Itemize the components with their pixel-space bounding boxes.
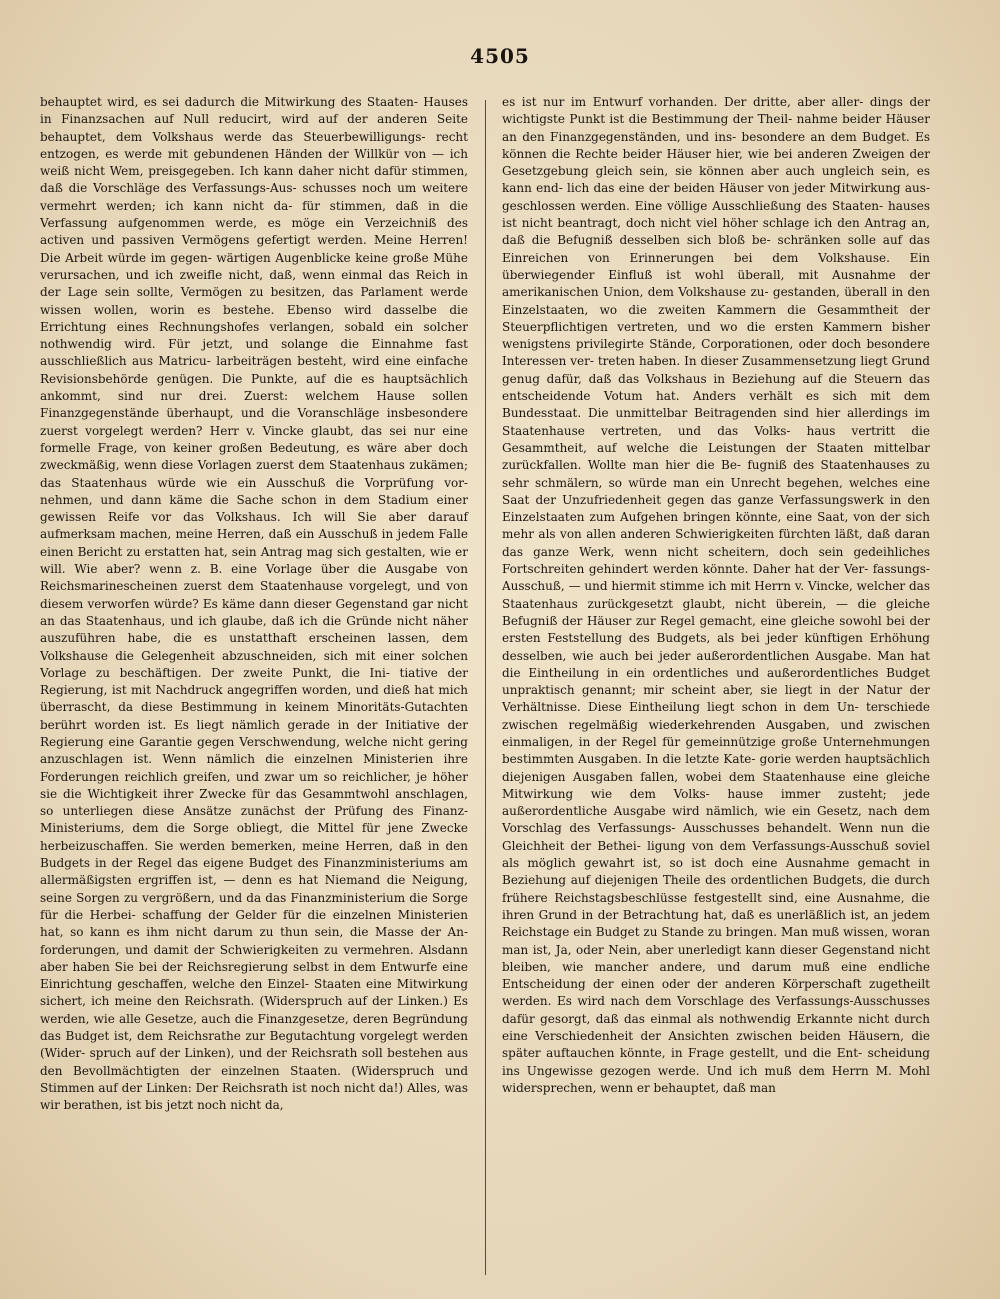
left-column-text: behauptet wird, es sei dadurch die Mitwirkung des Staaten- Hauses in Finanzsachen auf Null reducirt, wird auf der anderen Seite behauptet, dem Volkshaus werde das Steuerbewilligungs- recht entzogen, es werde mit gebundenen Händen der Willkür von — ich weiß nicht Wem, preisgegeben. Ich kann daher nicht dafür stimmen, daß die Vorschläge des Verfassungs-Aus- schusses noch um weitere vermehrt werden; ich kann nicht da- für stimmen, daß in die Verfassung aufgenommen werde, es möge ein Verzeichniß des activen und passiven Vermögens gefertigt werden. Meine Herren! Die Arbeit würde im gegen- wärtigen Augenblicke keine große Mühe verursachen, und ich zweifle nicht, daß, wenn einmal das Reich in der Lage sein sollte, Vermögen zu besitzen, das Parlament werde wissen wollen, worin es bestehe. Ebenso wird dasselbe die Errichtung eines Rechnungshofes verlangen, sobald ein solcher nothwendig wird. Für jetzt, und solange die Einnahme fast ausschließlich aus Matricu- larbeiträgen besteht, wird eine einfache Revisionsbehörde genügen. Die Punkte, auf die es hauptsächlich ankommt, sind nur drei. Zuerst: welchem Hause sollen Finanzgegenstände überhaupt, und die Voranschläge insbesondere zuerst vorgelegt werden? Herr v. Vincke glaubt, das sei nur eine formelle Frage, von keiner großen Bedeutung, es wäre aber doch zweckmäßig, wenn diese Vorlagen zuerst dem Staatenhaus zukämen; das Staatenhaus würde wie ein Ausschuß die Vorprüfung vor- nehmen, und dann käme die Sache schon in dem Stadium einer gewissen Reife vor das Volkshaus. Ich will Sie aber darauf aufmerksam machen, meine Herren, daß ein Ausschuß in jedem Falle einen Bericht zu erstatten hat, sein Antrag mag sich gestalten, wie er will. Wie aber? wenn z. B. eine Vorlage über die Ausgabe von Reichsmarinescheinen zuerst dem Staatenhause vorgelegt, und von diesem verworfen würde? Es käme dann dieser Gegenstand gar nicht an das Staatenhaus, und ich glaube, daß ich die Gründe nicht näher auszuführen habe, die es unstatthaft erscheinen lassen, dem Volkshause die Gelegenheit abzuschneiden, sich mit einer solchen Vorlage zu beschäftigen. Der zweite Punkt, die Ini- tiative der Regierung, ist mit Nachdruck angegriffen worden, und dieß hat mich überrascht, da diese Bestimmung in keinem Minoritäts-Gutachten berührt worden ist. Es liegt nämlich gerade in der Initiative der Regierung eine Garantie gegen Verschwendung, welche nicht gering anzuschlagen ist. Wenn nämlich die einzelnen Ministerien ihre Forderungen reichlich greifen, und zwar um so reichlicher, je höher sie die Wichtigkeit ihrer Zwecke für das Gesammtwohl anschlagen, so unterliegen diese Ansätze zunächst der Prüfung des Finanz- Ministeriums, dem die Sorge obliegt, die Mittel für jene Zwecke herbeizuschaffen. Sie werden bemerken, meine Herren, daß in den Budgets in der Regel das eigene Budget des Finanzministeriums am allermäßigsten ergriffen ist, — denn es hat Niemand die Neigung, seine Sorgen zu vergrößern, und da das Finanzministerium die Sorge für die Herbei- schaffung der Gelder für die einzelnen Ministerien hat, so kann es ihm nicht darum zu thun sein, die Masse der An- forderungen, und damit der Schwierigkeiten zu vermehren. Alsdann aber haben Sie bei der Reichsregierung selbst in dem Entwurfe eine Einrichtung geschaffen, welche den Einzel- Staaten eine Mitwirkung sichert, ich meine den Reichsrath. (Widerspruch auf der Linken.) Es werden, wie alle Gesetze, auch die Finanzgesetze, deren Begründung das Budget ist, dem Reichsrathe zur Begutachtung vorgelegt werden (Wider- spruch auf der Linken), und der Reichsrath soll bestehen aus den Bevollmächtigten der einzelnen Staaten. (Widerspruch und Stimmen auf der Linken: Der Reichsrath ist noch nicht da!) Alles, was wir berathen, ist bis jetzt noch nicht da, bbox=[40, 95, 468, 1113]
page-number: 4505 bbox=[470, 44, 530, 68]
column-divider bbox=[485, 100, 486, 1275]
right-column-text: es ist nur im Entwurf vorhanden. Der dritte, aber aller- dings der wichtigste Punkt ist die Bestimmung der Theil- nahme beider Häuser an den Finanzgegenständen, und ins- besondere an dem Budget. Es können die Rechte beider Häuser hier, wie bei anderen Zweigen der Gesetzgebung gleich sein, sie können aber auch ungleich sein, es kann end- lich das eine der beiden Häuser von jeder Mitwirkung aus- geschlossen werden. Eine völlige Ausschließung des Staaten- hauses ist nicht beantragt, doch nicht viel höher schlage ich den Antrag an, daß die Befugniß desselben sich bloß be- schränken solle auf das Einreichen von Erinnerungen bei dem Volkshause. Ein überwiegender Einfluß ist wohl überall, mit Ausnahme der amerikanischen Union, dem Volkshause zu- gestanden, überall in den Einzelstaaten, wo die zweiten Kammern die Gesammtheit der Steuerpflichtigen vertreten, und wo die ersten Kammern bisher wenigstens privilegirte Stände, Corporationen, oder doch besondere Interessen ver- treten haben. In dieser Zusammensetzung liegt Grund genug dafür, daß das Volkshaus in Beziehung auf die Steuern das entscheidende Votum hat. Anders verhält es sich mit dem Bundesstaat. Die unmittelbar Beitragenden sind hier allerdings im Staatenhause vertreten, und das Volks- haus vertritt die Gesammtheit, auf welche die Leistungen der Staaten mittelbar zurückfallen. Wollte man hier die Be- fugniß des Staatenhauses zu sehr schmälern, so würde man ein Unrecht begehen, welches eine Saat der Unzufriedenheit gegen das ganze Verfassungswerk in den Einzelstaaten zum Aufgehen bringen könnte, eine Saat, von der sich mehr als von allen anderen Schwierigkeiten fürchten läßt, daß daran das ganze Werk, wenn nicht scheitern, doch sein gedeihliches Fortschreiten gehindert werden könnte. Daher hat der Ver- fassungs-Ausschuß, — und hiermit stimme ich mit Herrn v. Vincke, welcher das Staatenhaus zurückgesetzt glaubt, nicht überein, — die gleiche Befugniß der Häuser zur Regel gemacht, eine gleiche sowohl bei der ersten Feststellung des Budgets, als bei jeder künftigen Erhöhung desselben, wie auch bei jeder außerordentlichen Ausgabe. Man hat die Eintheilung in ein ordentliches und außerordentliches Budget unpraktisch genannt; mir scheint aber, sie liegt in der Natur der Verhältnisse. Diese Eintheilung liegt schon in dem Un- terschiede zwischen regelmäßig wiederkehrenden Ausgaben, und zwischen einmaligen, in der Regel für gemeinnützige große Unternehmungen bestimmten Ausgaben. In die letzte Kate- gorie werden hauptsächlich diejenigen Ausgaben fallen, wobei dem Staatenhause eine gleiche Mitwirkung wie dem Volks- hause immer zusteht; jede außerordentliche Ausgabe wird nämlich, wie ein Gesetz, nach dem Vorschlag des Verfassungs- Ausschusses behandelt. Wenn nun die Gleichheit der Bethei- ligung von dem Verfassungs-Ausschuß soviel als möglich gewahrt ist, so ist doch eine Ausnahme gemacht in Beziehung auf diejenigen Theile des ordentlichen Budgets, die durch frühere Reichstagsbeschlüsse festgestellt sind, eine Ausnahme, die ihren Grund in der Betrachtung hat, daß es unerläßlich ist, an jedem Reichstage ein Budget zu Stande zu bringen. Man muß wissen, woran man ist, Ja, oder Nein, aber unerledigt kann dieser Gegenstand nicht bleiben, wie mancher andere, und darum muß eine endliche Entscheidung der einen oder der anderen Körperschaft zugetheilt werden. Es wird nach dem Vorschlage des Verfassungs-Ausschusses dafür gesorgt, daß das einmal als nothwendig Erkannte nicht durch eine Verschiedenheit der Ansichten zwischen beiden Häusern, die später auftauchen könnte, in Frage gestellt, und die Ent- scheidung ins Ungewisse gezogen werde. Und ich muß dem Herrn M. Mohl widersprechen, wenn er behauptet, daß man bbox=[502, 95, 930, 1095]
right-column bbox=[502, 94, 930, 1097]
left-column bbox=[40, 94, 468, 1115]
